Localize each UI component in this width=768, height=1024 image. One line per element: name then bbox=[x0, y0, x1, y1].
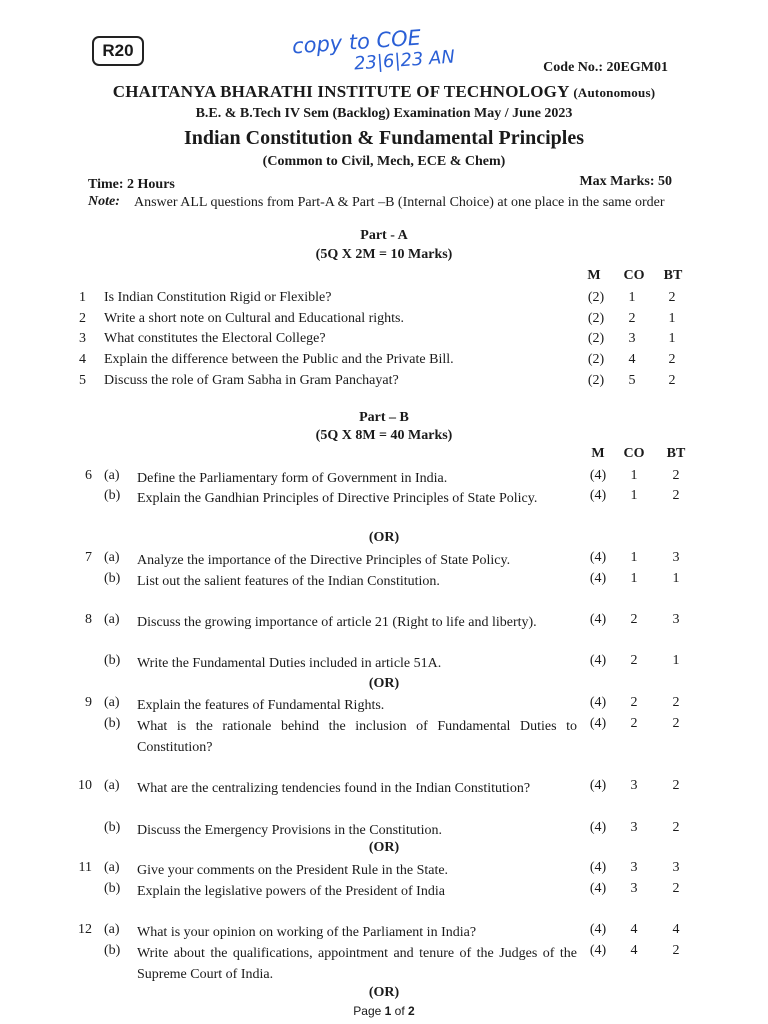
question-co: 1 bbox=[630, 468, 638, 483]
question-bt: 2 bbox=[668, 373, 676, 388]
institute-name bbox=[0, 82, 768, 102]
regulation-badge: R20 bbox=[92, 36, 144, 66]
question-co: 1 bbox=[630, 571, 638, 586]
question-marks: (4) bbox=[589, 778, 607, 793]
question-text: Explain the difference between the Public and the Private Bill. bbox=[104, 352, 454, 367]
question-text: Write about the qualifications, appointment and tenure of the Judges of the Supreme Court of India. bbox=[137, 946, 577, 982]
question-subpart: (a) bbox=[104, 922, 120, 937]
question-subpart: (a) bbox=[104, 468, 120, 483]
question-number: 9 bbox=[85, 695, 92, 710]
question-number: 3 bbox=[79, 331, 86, 346]
question-text: What constitutes the Electoral College? bbox=[104, 331, 326, 346]
question-text: Explain the features of Fundamental Rights. bbox=[137, 698, 385, 713]
question-text: Write the Fundamental Duties included in article 51A. bbox=[137, 656, 442, 671]
question-text: What are the centralizing tendencies found in the Indian Constitution? bbox=[137, 781, 531, 796]
question-co: 1 bbox=[628, 290, 636, 305]
question-subpart: (b) bbox=[104, 820, 121, 835]
question-bt: 4 bbox=[672, 922, 680, 937]
question-bt: 3 bbox=[672, 612, 680, 627]
question-marks: (4) bbox=[589, 860, 607, 875]
question-text: Discuss the Emergency Provisions in the Constitution. bbox=[137, 823, 443, 838]
question-marks: (2) bbox=[587, 290, 605, 305]
question-bt: 3 bbox=[672, 550, 680, 565]
question-number: 5 bbox=[79, 373, 86, 388]
question-bt: 2 bbox=[672, 468, 680, 483]
question-co: 1 bbox=[630, 550, 638, 565]
question-co: 2 bbox=[628, 311, 636, 326]
question-subpart: (b) bbox=[104, 881, 121, 896]
question-marks: (4) bbox=[589, 612, 607, 627]
question-marks: (2) bbox=[587, 331, 605, 346]
question-text: Define the Parliamentary form of Government in India. bbox=[137, 471, 448, 486]
question-bt: 2 bbox=[668, 352, 676, 367]
question-bt: 2 bbox=[672, 695, 680, 710]
question-bt: 2 bbox=[672, 820, 680, 835]
part-a-col-co: CO bbox=[623, 268, 645, 283]
question-bt: 2 bbox=[672, 716, 680, 731]
question-marks: (4) bbox=[589, 943, 607, 958]
part-b-col-bt: BT bbox=[666, 446, 686, 461]
question-co: 3 bbox=[630, 881, 638, 896]
question-co: 2 bbox=[630, 653, 638, 668]
part-a-col-bt: BT bbox=[663, 268, 683, 283]
question-co: 4 bbox=[630, 943, 638, 958]
part-b-col-co: CO bbox=[623, 446, 645, 461]
part-b-title: Part – B bbox=[359, 410, 409, 425]
time-allowed: Time: 2 Hours bbox=[88, 177, 175, 192]
max-marks: Max Marks: 50 bbox=[579, 174, 672, 189]
handwritten-note-line1: copy to COE bbox=[291, 25, 422, 59]
question-text: Explain the Gandhian Principles of Directive Principles of State Policy. bbox=[137, 491, 538, 506]
question-marks: (4) bbox=[589, 922, 607, 937]
question-marks: (2) bbox=[587, 311, 605, 326]
or-separator: (OR) bbox=[368, 985, 400, 1000]
question-marks: (4) bbox=[589, 488, 607, 503]
note-label: Note: bbox=[88, 194, 120, 209]
question-bt: 1 bbox=[672, 571, 680, 586]
part-a-subtitle: (5Q X 2M = 10 Marks) bbox=[315, 247, 453, 262]
page-number bbox=[0, 1004, 768, 1018]
question-co: 4 bbox=[628, 352, 636, 367]
question-co: 3 bbox=[628, 331, 636, 346]
question-text: Is Indian Constitution Rigid or Flexible? bbox=[104, 290, 332, 305]
question-co: 1 bbox=[630, 488, 638, 503]
question-number: 12 bbox=[78, 922, 92, 937]
part-b-subtitle: (5Q X 8M = 40 Marks) bbox=[315, 428, 453, 443]
page-current: 1 bbox=[384, 1004, 392, 1018]
code-number: Code No.: 20EGM01 bbox=[543, 60, 668, 75]
question-subpart: (b) bbox=[104, 571, 121, 586]
question-number: 6 bbox=[85, 468, 92, 483]
question-bt: 1 bbox=[672, 653, 680, 668]
question-text: List out the salient features of the Indian Constitution. bbox=[137, 574, 440, 589]
question-marks: (4) bbox=[589, 468, 607, 483]
question-subpart: (b) bbox=[104, 488, 121, 503]
question-co: 2 bbox=[630, 695, 638, 710]
question-subpart: (a) bbox=[104, 695, 120, 710]
question-text: What is your opinion on working of the Parliament in India? bbox=[137, 925, 477, 940]
question-subpart: (a) bbox=[104, 612, 120, 627]
handwritten-note-line2: 23|6|23 AN bbox=[353, 46, 456, 75]
paper-title: Indian Constitution & Fundamental Principles bbox=[183, 127, 585, 149]
question-marks: (4) bbox=[589, 550, 607, 565]
question-bt: 2 bbox=[672, 488, 680, 503]
or-separator: (OR) bbox=[368, 676, 400, 691]
question-co: 3 bbox=[630, 820, 638, 835]
question-marks: (4) bbox=[589, 653, 607, 668]
question-marks: (4) bbox=[589, 695, 607, 710]
question-text: Explain the legislative powers of the President of India bbox=[137, 884, 445, 899]
question-text: Analyze the importance of the Directive Principles of State Policy. bbox=[137, 553, 511, 568]
question-text: Discuss the role of Gram Sabha in Gram Panchayat? bbox=[104, 373, 399, 388]
question-marks: (4) bbox=[589, 820, 607, 835]
question-number: 4 bbox=[79, 352, 86, 367]
page-of: of bbox=[391, 1004, 409, 1018]
question-bt: 2 bbox=[668, 290, 676, 305]
question-subpart: (a) bbox=[104, 550, 120, 565]
question-bt: 2 bbox=[672, 943, 680, 958]
or-separator: (OR) bbox=[368, 530, 400, 545]
question-bt: 2 bbox=[672, 881, 680, 896]
question-bt: 2 bbox=[672, 778, 680, 793]
question-co: 3 bbox=[630, 860, 638, 875]
page-prefix: Page bbox=[353, 1004, 385, 1018]
or-separator: (OR) bbox=[368, 840, 400, 855]
question-text: Write a short note on Cultural and Educational rights. bbox=[104, 311, 404, 326]
question-number: 1 bbox=[79, 290, 86, 305]
question-number: 2 bbox=[79, 311, 86, 326]
page-total: 2 bbox=[408, 1004, 415, 1018]
question-text: What is the rationale behind the inclusion of Fundamental Duties to Constitution? bbox=[137, 719, 577, 755]
question-marks: (4) bbox=[589, 716, 607, 731]
question-number: 7 bbox=[85, 550, 92, 565]
question-co: 5 bbox=[628, 373, 636, 388]
question-subpart: (b) bbox=[104, 943, 121, 958]
question-co: 2 bbox=[630, 612, 638, 627]
question-subpart: (a) bbox=[104, 860, 120, 875]
question-text: Give your comments on the President Rule in the State. bbox=[137, 863, 449, 878]
question-subpart: (b) bbox=[104, 716, 121, 731]
question-co: 3 bbox=[630, 778, 638, 793]
question-number: 11 bbox=[78, 860, 92, 875]
part-a-title: Part - A bbox=[360, 228, 408, 243]
note-text: Answer ALL questions from Part-A & Part –B (Internal Choice) at one place in the same order bbox=[134, 195, 665, 210]
question-co: 4 bbox=[630, 922, 638, 937]
question-text: Discuss the growing importance of article 21 (Right to life and liberty). bbox=[137, 615, 537, 630]
question-marks: (4) bbox=[589, 881, 607, 896]
institute-suffix: (Autonomous) bbox=[573, 85, 656, 100]
question-subpart: (b) bbox=[104, 653, 121, 668]
question-marks: (2) bbox=[587, 352, 605, 367]
question-number: 8 bbox=[85, 612, 92, 627]
question-marks: (2) bbox=[587, 373, 605, 388]
question-bt: 1 bbox=[668, 331, 676, 346]
common-to: (Common to Civil, Mech, ECE & Chem) bbox=[262, 154, 506, 169]
question-number: 10 bbox=[78, 778, 92, 793]
exam-line: B.E. & B.Tech IV Sem (Backlog) Examination May / June 2023 bbox=[195, 106, 573, 121]
question-co: 2 bbox=[630, 716, 638, 731]
question-bt: 3 bbox=[672, 860, 680, 875]
question-subpart: (a) bbox=[104, 778, 120, 793]
part-b-col-m: M bbox=[591, 446, 605, 461]
institute-title: CHAITANYA BHARATHI INSTITUTE OF TECHNOLOGY bbox=[112, 82, 569, 101]
part-a-col-m: M bbox=[587, 268, 601, 283]
question-bt: 1 bbox=[668, 311, 676, 326]
question-marks: (4) bbox=[589, 571, 607, 586]
